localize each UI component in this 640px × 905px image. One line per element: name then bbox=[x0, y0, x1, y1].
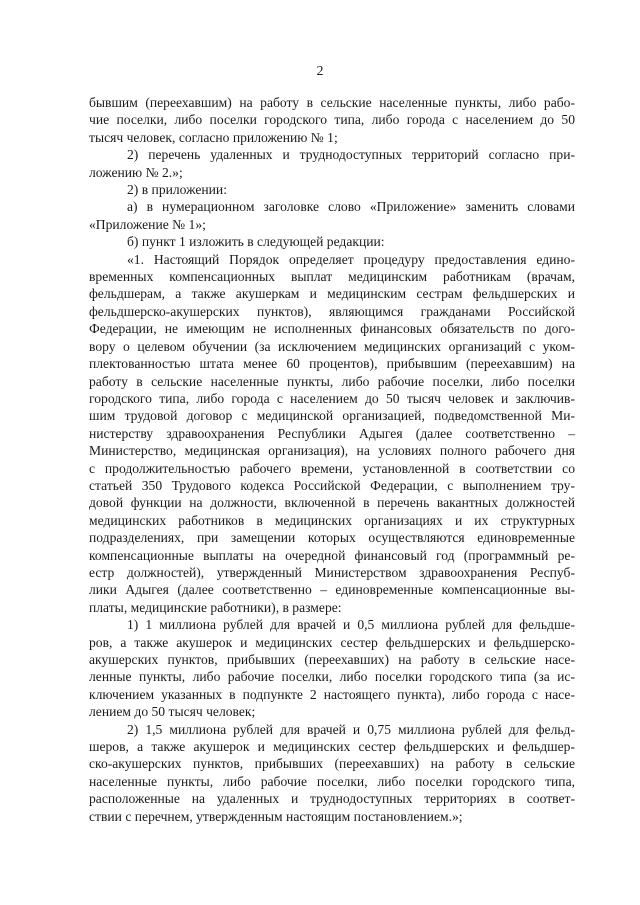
paragraph bbox=[89, 251, 575, 617]
text-line: лики Адыгея (далее соответственно – единовременные компенсационные вы- bbox=[89, 582, 575, 598]
text-line: «1. Настоящий Порядок определяет процедуру предоставления едино- bbox=[127, 251, 575, 267]
text-line: подразделениях, при замещении которых осуществляются единовременные bbox=[89, 530, 575, 546]
text-line: медицинских работников в медицинских организациях и их структурных bbox=[89, 512, 575, 528]
text-line: а) в нумерационном заголовке слово «Приложение» заменить словами bbox=[127, 199, 575, 215]
text-line: временных компенсационных выплат медицинским работникам (врачам, bbox=[89, 269, 575, 285]
text-line: ленные пункты, либо рабочие поселки, либо поселки городского типа (за ис- bbox=[89, 669, 575, 685]
text-line: платы, медицинские работники), в размере: bbox=[89, 599, 342, 615]
text-line: ключением указанных в подпункте 2 настоящего пункта), либо города с насе- bbox=[89, 686, 575, 702]
paragraph bbox=[89, 198, 575, 233]
text-line: шим трудовой договор с медицинской организацией, подведомственной Ми- bbox=[89, 408, 575, 424]
text-line: статьей 350 Трудового кодекса Российской Федерации, с выполнением тру- bbox=[89, 477, 575, 493]
text-line: бывшим (переехавшим) на работу в сельские населенные пункты, либо рабо- bbox=[89, 95, 575, 110]
text-line: населенные пункты, либо рабочие поселки, либо поселки городского типа, bbox=[89, 773, 575, 789]
text-line: Министерство, медицинская организация), на условиях полного рабочего дня bbox=[89, 443, 575, 459]
text-line: ложению № 2.»; bbox=[89, 164, 183, 180]
text-line: тысяч человек, согласно приложению № 1; bbox=[89, 129, 338, 145]
text-line: с продолжительностью рабочего времени, установленной в соответствии со bbox=[89, 460, 575, 476]
paragraph bbox=[89, 146, 575, 181]
text-line: чие поселки, либо поселки городского типа, либо города с населением до 50 bbox=[89, 112, 575, 128]
text-line: расположенные на удаленных и труднодоступных территориях в соответ- bbox=[89, 791, 575, 807]
text-line: лением до 50 тысяч человек; bbox=[89, 704, 256, 720]
text-line: 2) 1,5 миллиона рублей для врачей и 0,75 миллиона рублей для фельд- bbox=[127, 721, 575, 737]
text-line: естр должностей), утвержденный Министерством здравоохранения Респуб- bbox=[89, 564, 575, 580]
paragraph bbox=[89, 721, 575, 825]
page-number: 2 bbox=[316, 64, 324, 79]
text-line: фельдшерско-акушерских пунктов), являющимся гражданами Российской bbox=[89, 303, 575, 319]
text-line: плектованностью штата менее 60 процентов), прибывшим (переехавшим) на bbox=[89, 356, 575, 372]
text-line: вору о целевом обучении (за исключением медицинских организаций с уком- bbox=[89, 338, 575, 354]
text-line: нистерству здравоохранения Республики Адыгея (далее соответственно – bbox=[89, 425, 575, 441]
text-line: 2) перечень удаленных и труднодоступных территорий согласно при- bbox=[127, 147, 575, 163]
paragraph bbox=[89, 233, 575, 250]
text-line: шеров, а также акушерок и медицинских сестер фельдшерских и фельдшер- bbox=[89, 739, 575, 755]
text-line: ско-акушерских пунктов, прибывших (переехавших) на работу в сельские bbox=[89, 756, 575, 772]
document-body bbox=[89, 94, 575, 825]
paragraph bbox=[89, 94, 575, 146]
text-line: компенсационные выплаты на очередной финансовый год (программный ре- bbox=[89, 547, 575, 563]
text-line: ров, а также акушерок и медицинских сестер фельдшерских и фельдшерско- bbox=[89, 634, 575, 650]
paragraph bbox=[89, 616, 575, 720]
text-line: «Приложение № 1»; bbox=[89, 216, 206, 232]
text-line: фельдшерам, а также акушеркам и медицинским сестрам фельдшерских и bbox=[89, 286, 575, 302]
text-line: б) пункт 1 изложить в следующей редакции: bbox=[127, 234, 385, 250]
paragraph bbox=[89, 181, 575, 198]
text-line: 1) 1 миллиона рублей для врачей и 0,5 миллиона рублей для фельдше- bbox=[127, 617, 575, 633]
text-line: городского типа, либо города с населением до 50 тысяч человек и заключив- bbox=[89, 390, 575, 406]
text-line: Федерации, не имеющим не исполненных финансовых обязательств по дого- bbox=[89, 321, 575, 337]
text-line: довой функции на должности, включенной в перечень вакантных должностей bbox=[89, 495, 575, 511]
text-line: работу в сельские населенные пункты, либо рабочие поселки, либо поселки bbox=[89, 373, 575, 389]
text-line: акушерских пунктов, прибывших (переехавших) на работу в сельские насе- bbox=[89, 652, 575, 667]
text-line: ствии с перечнем, утвержденным настоящим постановлением.»; bbox=[89, 808, 463, 824]
text-line: 2) в приложении: bbox=[127, 182, 227, 198]
